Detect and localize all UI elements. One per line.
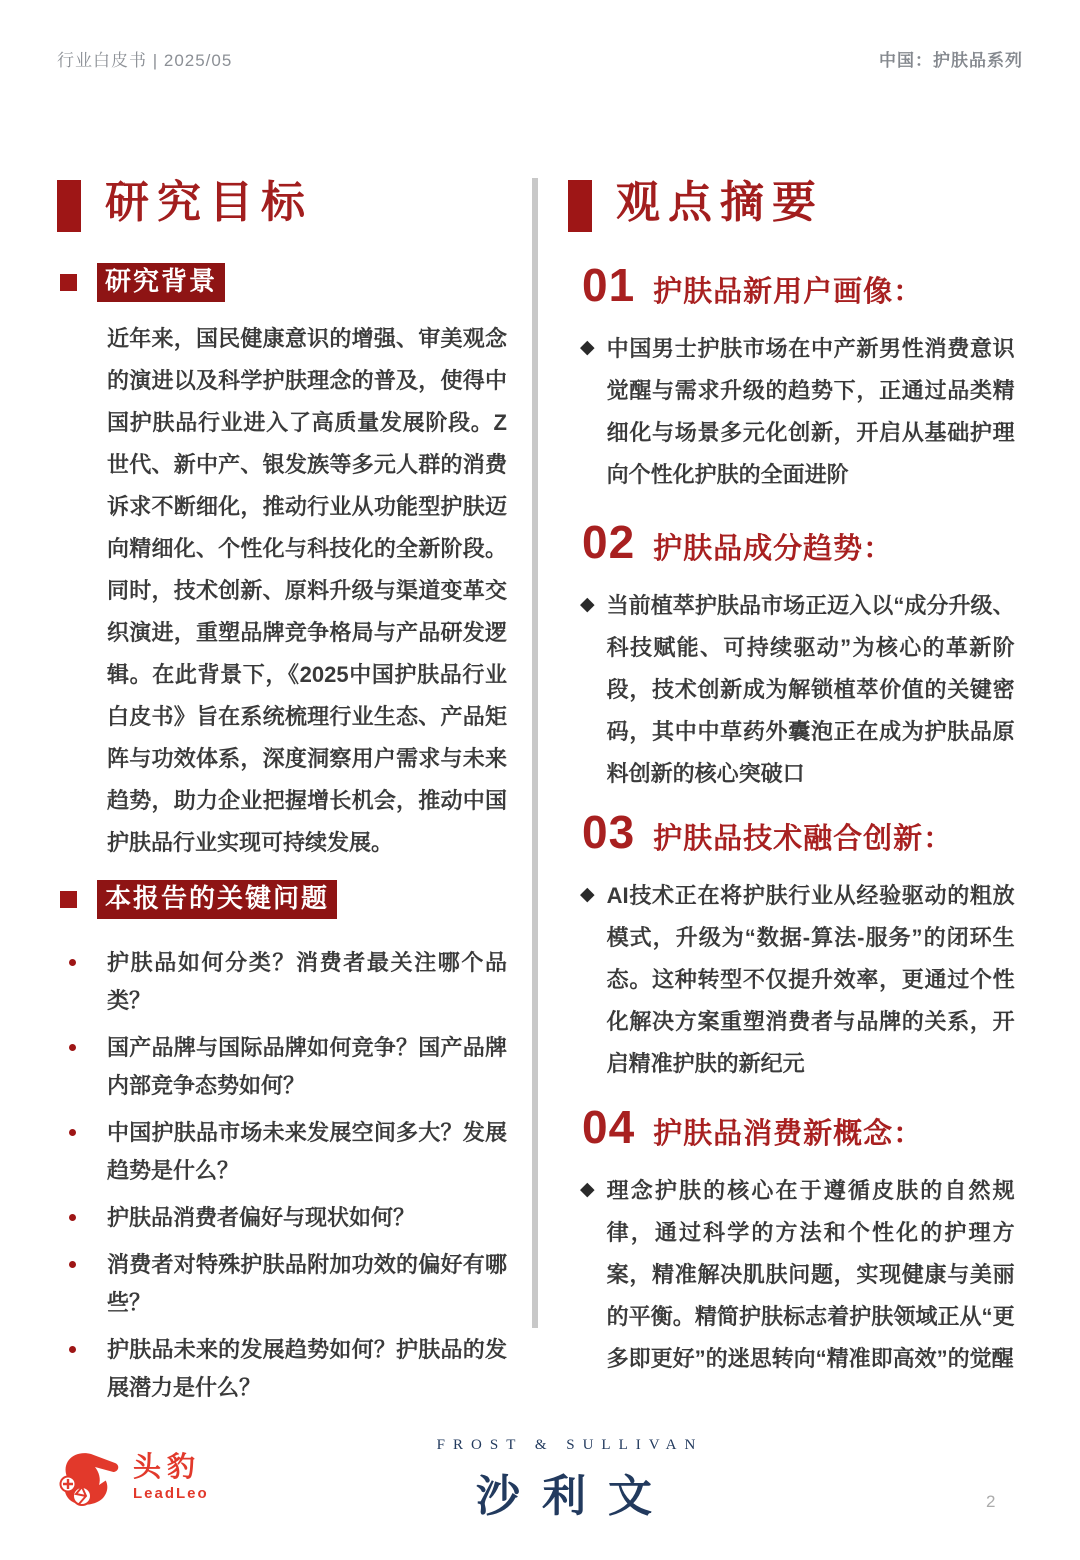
list-item xyxy=(69,1331,507,1407)
leadleo-logo-text xyxy=(133,1452,209,1502)
list-item xyxy=(69,1114,507,1190)
leadleo-leopard-icon xyxy=(55,1447,121,1507)
question-text: 护肤品未来的发展趋势如何？护肤品的发展潜力是什么？ xyxy=(107,1337,507,1400)
diamond-bullet-icon: ◆ xyxy=(580,1179,595,1200)
frost-sullivan-logo xyxy=(420,1437,720,1524)
section-04-body xyxy=(580,1170,1026,1380)
list-item xyxy=(69,1199,507,1237)
frost-sullivan-cn-name: 沙利文 xyxy=(476,1472,674,1521)
section-title-row xyxy=(568,178,824,232)
bullet-dot-icon xyxy=(69,1044,76,1051)
key-questions-row xyxy=(60,880,337,919)
section-number: 02 xyxy=(582,516,636,568)
section-text: 当前植萃护肤品市场正迈入以“成分升级、科技赋能、可持续驱动”为核心的革新阶段，技术创新成为解锁植萃价值的关键密码，其中中草药外囊泡正在成为护肤品原料创新的核心突破口 xyxy=(606,593,1015,786)
section-04-heading-row xyxy=(582,1100,923,1154)
red-bar-icon xyxy=(57,180,81,232)
bullet-dot-icon xyxy=(69,959,76,966)
bullet-dot-icon xyxy=(69,1214,76,1221)
question-text: 国产品牌与国际品牌如何竞争？国产品牌内部竞争态势如何？ xyxy=(107,1035,507,1098)
page-number: 2 xyxy=(986,1492,996,1511)
header-series-title: 中国：护肤品系列 xyxy=(879,51,1023,70)
red-bar-icon xyxy=(568,180,592,232)
list-item xyxy=(69,1246,507,1322)
leadleo-en-name: LeadLeo xyxy=(133,1484,209,1502)
section-02-body xyxy=(580,585,1026,795)
right-column-title: 观点摘要 xyxy=(616,178,824,227)
section-01-heading-row xyxy=(582,258,923,312)
question-text: 消费者对特殊护肤品附加功效的偏好有哪些？ xyxy=(107,1252,507,1315)
leadleo-logo xyxy=(55,1447,209,1507)
red-square-icon xyxy=(60,274,77,291)
diamond-bullet-icon: ◆ xyxy=(580,594,595,615)
bullet-dot-icon xyxy=(69,1129,76,1136)
bullet-dot-icon xyxy=(69,1346,76,1353)
frost-sullivan-en-name: FROST & SULLIVAN xyxy=(436,1437,704,1453)
key-questions-list xyxy=(69,944,507,1416)
bullet-dot-icon xyxy=(69,1261,76,1268)
key-questions-label: 本报告的关键问题 xyxy=(97,880,337,919)
header-doc-type: 行业白皮书 | 2025/05 xyxy=(57,51,233,70)
list-item xyxy=(69,1029,507,1105)
section-02-heading-row xyxy=(582,515,893,569)
question-text: 中国护肤品市场未来发展空间多大？发展趋势是什么？ xyxy=(107,1120,507,1183)
research-background-row xyxy=(60,263,225,302)
section-title-row xyxy=(57,178,313,232)
section-01-body xyxy=(580,328,1026,496)
section-text: AI技术正在将护肤行业从经验驱动的粗放模式，升级为“数据-算法-服务”的闭环生态。这种转型不仅提升效率，更通过个性化解决方案重塑消费者与品牌的关系，开启精准护肤的新纪元 xyxy=(606,883,1015,1076)
section-text: 理念护肤的核心在于遵循皮肤的自然规律，通过科学的方法和个性化的护理方案，精准解决肌肤问题，实现健康与美丽的平衡。精简护肤标志着护肤领域正从“更多即更好”的迷思转向“精准即高效”的觉醒 xyxy=(606,1178,1015,1371)
leadleo-cn-name: 头豹 xyxy=(133,1451,202,1483)
section-heading: 护肤品消费新概念： xyxy=(653,1118,924,1150)
section-number: 04 xyxy=(582,1101,636,1153)
section-heading: 护肤品技术融合创新： xyxy=(653,823,954,855)
section-03-heading-row xyxy=(582,805,953,859)
research-background-label: 研究背景 xyxy=(97,263,225,302)
list-item xyxy=(69,944,507,1020)
red-square-icon xyxy=(60,891,77,908)
column-divider xyxy=(532,178,538,1328)
section-text: 中国男士护肤市场在中产新男性消费意识觉醒与需求升级的趋势下，正通过品类精细化与场景多元化创新，开启从基础护理向个性化护肤的全面进阶 xyxy=(606,336,1015,487)
question-text: 护肤品消费者偏好与现状如何？ xyxy=(107,1205,416,1230)
section-heading: 护肤品成分趋势： xyxy=(653,533,894,565)
section-03-body xyxy=(580,875,1026,1085)
question-text: 护肤品如何分类？消费者最关注哪个品类？ xyxy=(107,950,507,1013)
diamond-bullet-icon: ◆ xyxy=(580,884,595,905)
research-background-paragraph: 近年来，国民健康意识的增强、审美观念的演进以及科学护肤理念的普及，使得中国护肤品行业进入了高质量发展阶段。Z世代、新中产、银发族等多元人群的消费诉求不断细化，推动行业从功能型护肤迈向精细化、个性化与科技化的全新阶段。同时，技术创新、原料升级与渠道变革交织演进，重塑品牌竞争格局与产品研发逻辑。在此背景下，《2025中国护肤品行业白皮书》旨在系统梳理行业生态、产品矩阵与功效体系，深度洞察用户需求与未来趋势，助力企业把握增长机会，推动中国护肤品行业实现可持续发展。 xyxy=(107,326,507,855)
diamond-bullet-icon: ◆ xyxy=(580,337,595,358)
left-column-title: 研究目标 xyxy=(105,178,313,227)
section-number: 03 xyxy=(582,806,636,858)
section-heading: 护肤品新用户画像： xyxy=(653,276,924,308)
section-number: 01 xyxy=(582,259,636,311)
